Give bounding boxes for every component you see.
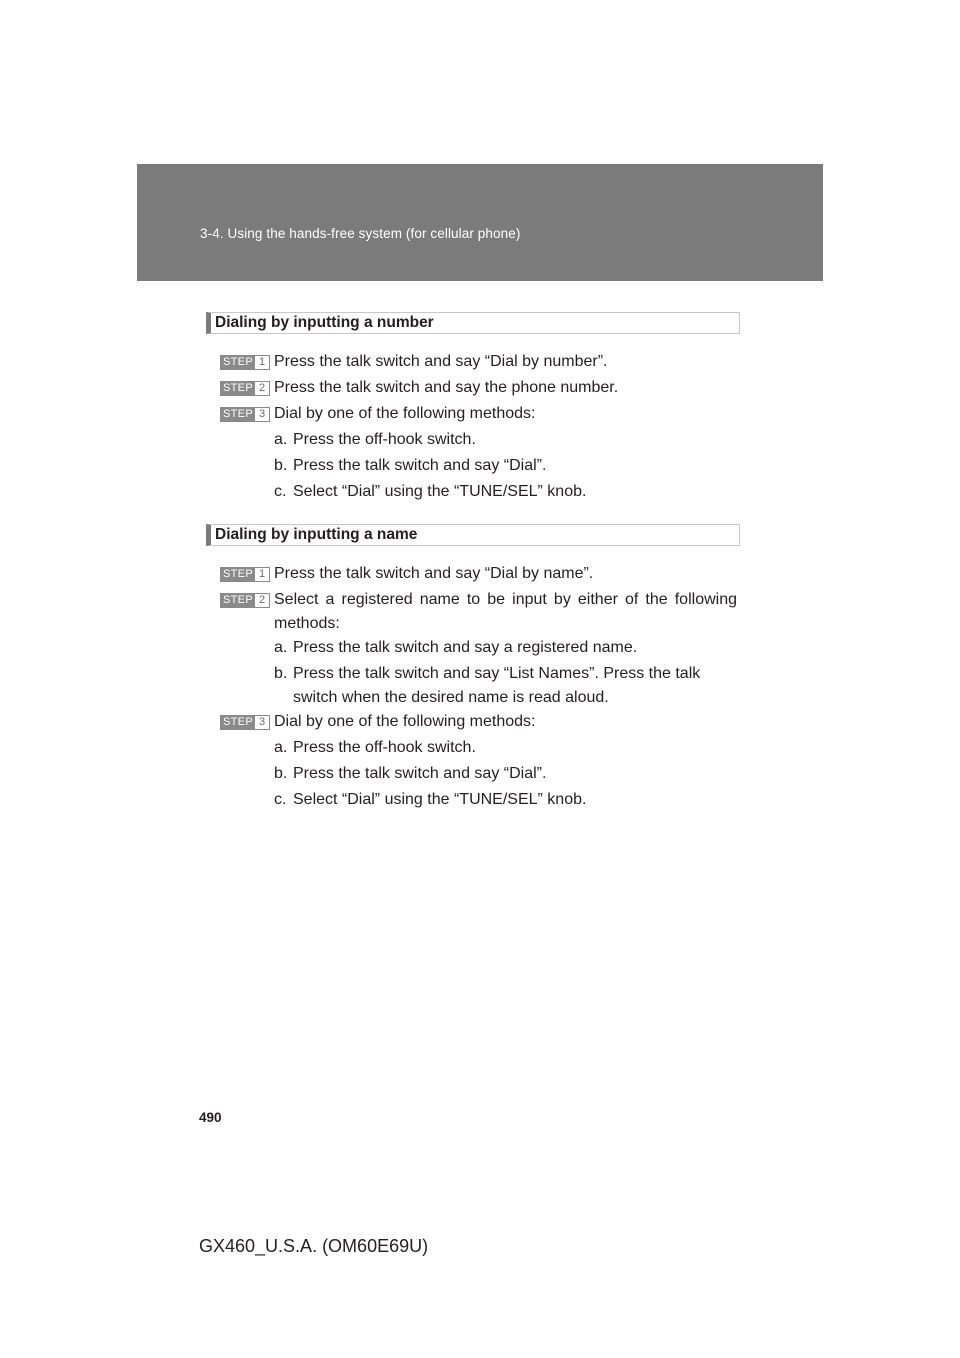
option-item: c. Select “Dial” using the “TUNE/SEL” knob. <box>274 791 587 808</box>
step-badge: STEP 3 <box>220 715 270 730</box>
section-title: Dialing by inputting a number <box>215 314 434 331</box>
step-text: Press the talk switch and say “Dial by number”. <box>274 353 608 370</box>
step-badge: STEP 1 <box>220 567 270 582</box>
chapter-breadcrumb: 3-4. Using the hands-free system (for cellular phone) <box>200 226 521 241</box>
section-heading-number <box>206 312 740 334</box>
step-text: Dial by one of the following methods: <box>274 405 536 422</box>
page-number: 490 <box>199 1110 222 1125</box>
step-text: Dial by one of the following methods: <box>274 713 536 730</box>
step-badge: STEP 1 <box>220 355 270 370</box>
option-item: b. Press the talk switch and say “Dial”. <box>274 765 547 782</box>
section-heading-name <box>206 524 740 546</box>
step-text: Select a registered name to be input by either of the following methods: <box>274 591 737 632</box>
option-item: c. Select “Dial” using the “TUNE/SEL” knob. <box>274 483 587 500</box>
manual-code: GX460_U.S.A. (OM60E69U) <box>199 1236 429 1256</box>
option-item: a. Press the off-hook switch. <box>274 739 476 756</box>
option-item: b. Press the talk switch and say “Dial”. <box>274 457 547 474</box>
section-title: Dialing by inputting a name <box>215 526 418 543</box>
step-text: Press the talk switch and say the phone number. <box>274 379 619 396</box>
header-band <box>137 164 823 281</box>
step-text: Press the talk switch and say “Dial by name”. <box>274 565 594 582</box>
step-badge: STEP 2 <box>220 381 270 396</box>
option-item: a. Press the off-hook switch. <box>274 431 476 448</box>
option-item: b. Press the talk switch and say “List Names”. Press the talk switch when the desired name is read aloud. <box>274 665 701 706</box>
option-item: a. Press the talk switch and say a registered name. <box>274 639 638 656</box>
step-badge: STEP 3 <box>220 407 270 422</box>
step-badge: STEP 2 <box>220 593 270 608</box>
